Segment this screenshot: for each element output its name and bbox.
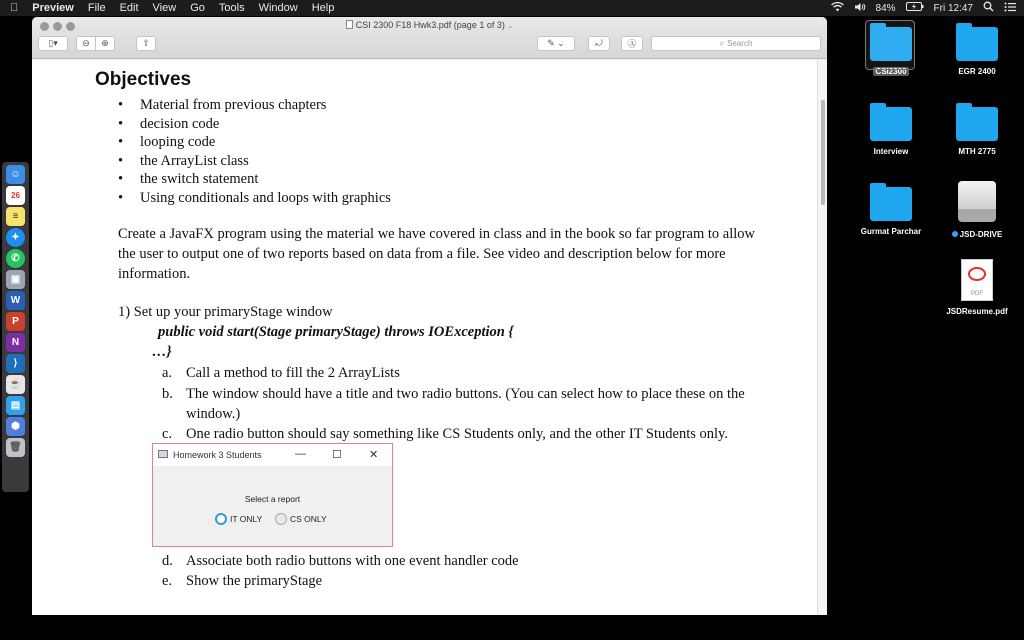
desktop-icon-label: Gurmat Parchar <box>860 227 922 236</box>
intro-paragraph: Create a JavaFX program using the material we have covered in class and in the book so far program to allow the user to output one of two reports based on data from a file. See video and description below for more information. <box>118 226 755 282</box>
fx-titlebar <box>153 444 392 466</box>
folder-icon <box>870 107 912 141</box>
sub-item-text: Call a method to fill the 2 ArrayLists <box>186 365 400 381</box>
maximize-icon: ☐ <box>332 449 342 461</box>
fx-window-title: Homework 3 Students <box>173 450 262 460</box>
zoom-out-icon: ⊖ <box>82 38 90 48</box>
window-title <box>32 20 827 30</box>
window-toolbar <box>32 17 827 59</box>
list-item: • looping code <box>118 133 391 152</box>
sub-item-c <box>162 424 802 444</box>
list-item: • decision code <box>118 115 391 134</box>
scrollbar-thumb[interactable] <box>821 100 825 205</box>
menu-edit[interactable]: Edit <box>111 2 131 14</box>
battery-icon[interactable] <box>906 2 924 14</box>
menu-help[interactable]: Help <box>303 2 327 14</box>
sub-item-text: Show the primaryStage <box>186 573 323 589</box>
list-item: • the ArrayList class <box>118 152 391 171</box>
menu-tools[interactable]: Tools <box>210 2 237 14</box>
javafx-window-screenshot <box>152 443 393 547</box>
battery-percent[interactable]: 84% <box>875 2 896 14</box>
calendar-icon[interactable]: 26 <box>6 186 25 205</box>
sub-item-letter: a. <box>162 365 173 381</box>
folder-icon <box>870 187 912 221</box>
sub-item-b <box>162 384 772 424</box>
pdf-badge: PDF <box>971 291 983 297</box>
app-menu[interactable]: Preview <box>24 2 66 14</box>
drive-status-dot <box>952 231 958 237</box>
onenote-icon[interactable]: N <box>6 333 25 352</box>
vscode-icon[interactable]: ⟩ <box>6 354 25 373</box>
desktop-icon-label: JSD-DRIVE <box>959 230 1003 239</box>
spotlight-icon[interactable] <box>983 1 994 15</box>
notes-icon[interactable]: ≡ <box>6 207 25 226</box>
fx-prompt-label: Select a report <box>244 494 301 504</box>
share-icon: ⇧ <box>142 38 150 48</box>
desktop-folder-csi2300[interactable] <box>851 27 931 76</box>
desktop-drive-jsd[interactable] <box>937 181 1017 239</box>
preview-icon[interactable]: ▣ <box>6 270 25 289</box>
wifi-icon[interactable] <box>831 2 844 15</box>
pen-icon: ✎ ⌄ <box>547 38 565 48</box>
powerpoint-icon[interactable]: P <box>6 312 25 331</box>
pdf-page[interactable] <box>32 60 817 615</box>
zoom-in-icon: ⊕ <box>101 38 109 48</box>
clock[interactable]: Fri 12:47 <box>933 2 973 14</box>
zoom-in-button[interactable] <box>95 36 115 51</box>
sub-item-text: Associate both radio buttons with one event handler code <box>186 553 519 569</box>
sub-item-e <box>162 571 772 591</box>
drive-icon <box>958 181 996 223</box>
markup-toolbar-button[interactable] <box>621 36 643 51</box>
close-icon: ✕ <box>369 449 379 461</box>
objectives-list <box>118 96 391 208</box>
radio-unselected-icon <box>275 513 287 525</box>
finder-icon[interactable]: ☺ <box>6 165 25 184</box>
search-field[interactable] <box>651 36 821 51</box>
vertical-scrollbar[interactable] <box>817 60 827 615</box>
desktop-folder-mth2775[interactable] <box>937 107 1017 156</box>
notification-center-icon[interactable] <box>1004 2 1016 15</box>
desktop-icon-label: EGR 2400 <box>958 67 996 76</box>
apple-menu-icon[interactable] <box>10 0 18 16</box>
trash-icon[interactable]: 🗑 <box>6 438 25 457</box>
whatsapp-icon[interactable]: ✆ <box>6 249 25 268</box>
share-button[interactable] <box>136 36 156 51</box>
code-line: …} <box>152 344 172 360</box>
radio-cs-only <box>275 513 327 525</box>
folder-icon <box>870 27 912 61</box>
list-item: • Material from previous chapters <box>118 96 391 115</box>
desktop-icon-label: CSI2300 <box>875 67 907 76</box>
minimize-icon: — <box>295 448 306 460</box>
menu-go[interactable]: Go <box>181 2 197 14</box>
safari-icon[interactable]: ✦ <box>6 228 25 247</box>
list-item: • the switch statement <box>118 170 391 189</box>
volume-icon[interactable] <box>854 2 866 15</box>
word-icon[interactable]: W <box>6 291 25 310</box>
sub-item-letter: e. <box>162 573 173 589</box>
zoom-out-button[interactable] <box>76 36 96 51</box>
window-title-text: CSI 2300 F18 Hwk3.pdf (page 1 of 3) <box>355 20 505 30</box>
sub-item-letter: d. <box>162 553 173 569</box>
desktop-icon-label: MTH 2775 <box>958 147 996 156</box>
desktop-icon-label: Interview <box>873 147 909 156</box>
rotate-button[interactable] <box>588 36 610 51</box>
sidebar-view-button[interactable] <box>38 36 68 51</box>
sub-item-letter: b. <box>162 386 173 402</box>
preview-window <box>32 17 827 615</box>
downloads-folder-icon[interactable]: ▤ <box>6 396 25 415</box>
desktop-folder-egr2400[interactable] <box>937 27 1017 76</box>
sub-item-a <box>162 363 772 383</box>
menu-view[interactable]: View <box>144 2 168 14</box>
objectives-heading: Objectives <box>95 69 192 90</box>
code-line: public void start(Stage primaryStage) throws IOException { <box>158 324 514 340</box>
menu-file[interactable]: File <box>79 2 98 14</box>
menu-window[interactable]: Window <box>250 2 290 14</box>
radio-it-only <box>215 513 262 525</box>
search-icon: ⌕ <box>719 38 725 48</box>
pdf-document-icon <box>346 20 353 29</box>
rotate-icon: ⤾ <box>595 38 603 48</box>
sub-item-d <box>162 551 772 571</box>
desktop-folder-interview[interactable] <box>851 107 931 156</box>
dock <box>2 162 29 492</box>
sub-item-text: One radio button should say something like CS Students only, and the other IT Students only. <box>186 426 728 442</box>
java-icon[interactable]: ☕ <box>6 375 25 394</box>
radio-selected-icon <box>215 513 227 525</box>
window-app-icon <box>158 450 168 458</box>
desktop-file-jsdresume[interactable] <box>937 259 1017 316</box>
radio-label: IT ONLY <box>230 514 263 524</box>
desktop-folder-gurmat-parchar[interactable] <box>851 187 931 236</box>
sidebar-icon: ▯▾ <box>48 38 58 48</box>
virtualbox-icon[interactable]: ⬢ <box>6 417 25 436</box>
title-chevron-icon[interactable]: ⌄ <box>507 23 514 30</box>
radio-label: CS ONLY <box>290 514 327 524</box>
menu-bar <box>0 0 1024 16</box>
desktop-icon-label: JSDResume.pdf <box>946 307 1008 316</box>
folder-icon <box>956 107 998 141</box>
markup-icon: Ⓐ <box>627 39 637 49</box>
sub-item-text: The window should have a title and two radio buttons. (You can select how to place these on the window.) <box>186 386 745 422</box>
search-placeholder: Search <box>727 39 753 48</box>
list-item: • Using conditionals and loops with graphics <box>118 189 391 208</box>
step-1-heading: 1) Set up your primaryStage window <box>118 304 333 320</box>
pdf-file-icon <box>961 259 993 301</box>
markup-pen-button[interactable] <box>537 36 575 51</box>
folder-icon <box>956 27 998 61</box>
sub-item-letter: c. <box>162 426 173 442</box>
